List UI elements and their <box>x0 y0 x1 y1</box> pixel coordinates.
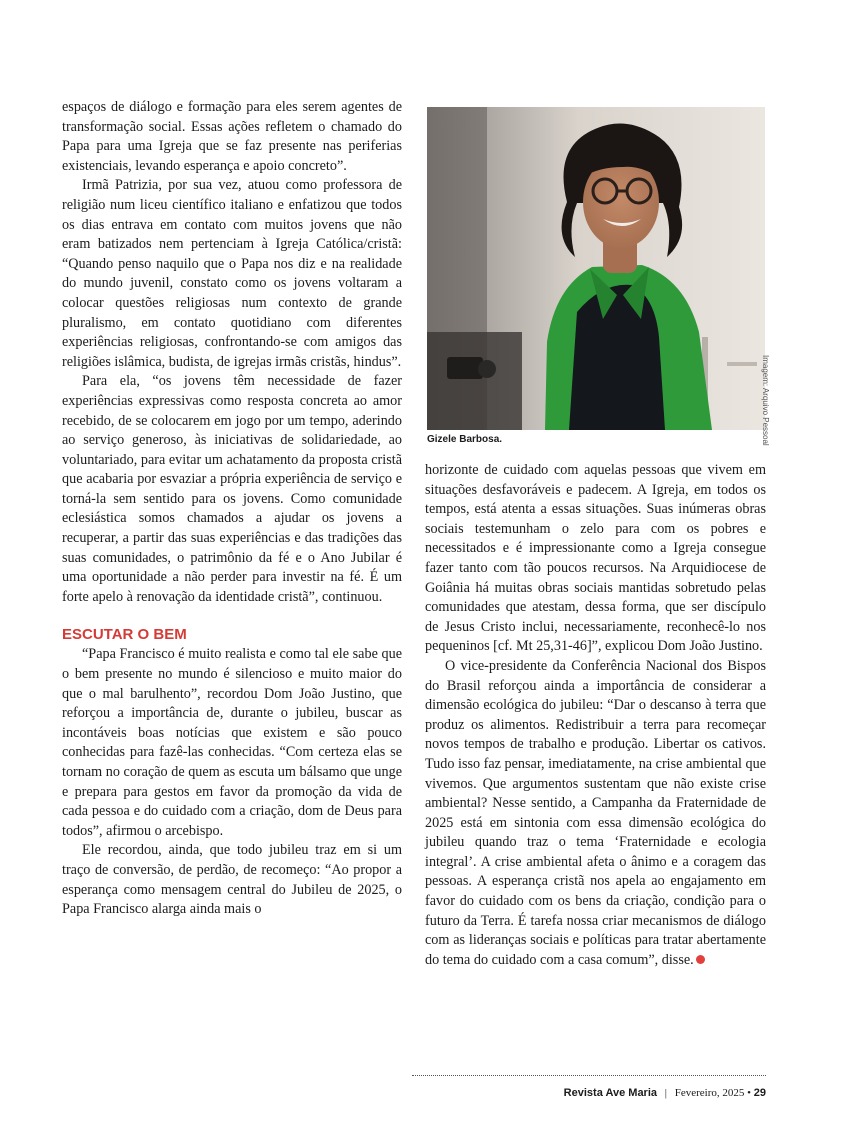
article-paragraph: horizonte de cuidado com aquelas pessoas que vivem em situações desfavoráveis e padecem. A Igreja, em todos os tempos, está atenta a essas situações. Suas inúmeras obras sociais testemunham o zelo para com os pobres e necessitados e é impressionante como a Igreja consegue fazer tanto com tão poucos recursos. Na Arquidiocese de Goiânia há muitas obras sociais mantidas sobretudo pelas comunidades que atestam, dessa forma, que ser discípulo de Jesus Cristo inclui, necessariamente, reconhecê-lo nos pequeninos [cf. Mt 25,31-46]”, explicou Dom João Justino. <box>425 462 766 655</box>
footer-bullet: • <box>747 1087 751 1099</box>
page-footer <box>564 1086 766 1100</box>
photo-caption: Gizele Barbosa. <box>427 434 503 445</box>
article-column-right <box>425 461 766 970</box>
end-mark-icon <box>696 955 705 964</box>
footer-separator: | <box>664 1087 667 1099</box>
article-paragraph-last <box>425 657 766 971</box>
article-paragraph: espaços de diálogo e formação para eles serem agentes de transformação social. Essas ações refletem o chamado do Papa para uma Igreja que se faz presente nas periferias existenciais, levando esperança e apoio concreto”. <box>62 99 402 174</box>
article-paragraph: O vice-presidente da Conferência Nacional dos Bispos do Brasil reforçou ainda a importância de considerar a dimensão ecológica do jubileu: “Dar o descanso à terra que produz os alimentos. Redistribuir a terra para recomeçar novos tempos de trabalho e produção. Libertar os cativos. Tudo isso faz pensar, imediatamente, na crise ambiental que vivemos. Que argumentos sustentam que não existe crise ambiental? Nesse sentido, a Campanha da Fraternidade de 2025 está em sintonia com essa dimensão ecológica do jubileu quando traz o tema ‘Fraternidade e ecologia integral’. A crise ambiental afeta o ânimo e a coragem das pessoas. A esperança cristã nos apela ao engajamento em favor do cuidado com os bens da criação, condição para o futuro da Terra. É tarefa nossa criar mecanismos de diálogo com as lideranças sociais e políticas para tratar abertamente do tema do cuidado com a casa comum”, disse. <box>425 657 766 968</box>
issue-date: Fevereiro, 2025 <box>674 1087 745 1099</box>
portrait-illustration <box>427 107 765 430</box>
footer-divider <box>412 1075 766 1076</box>
photo-credit: Imagem: Arquivo Pessoal <box>761 355 770 446</box>
article-paragraph: Irmã Patrizia, por sua vez, atuou como professora de religião num liceu científico italiano e enfatizou que todos os dias entrava em contato com muitos jovens que não eram batizados nem pertenciam à Igreja Católica/cristã: “Quando penso naquilo que o Papa nos diz e na realidade do mundo juvenil, constato como os jovens voltaram a colocar questões religiosas num contexto de grande pluralismo, em contato quotidiano com diferentes experiências religiosas, confrontando-se com amigos das religiões islâmica, budista, de igrejas irmãs cristãs, hindus”. <box>62 177 402 370</box>
article-column-left <box>62 98 402 920</box>
section-heading: ESCUTAR O BEM <box>62 626 187 644</box>
article-paragraph: “Papa Francisco é muito realista e como tal ele sabe que o bem presente no mundo é silencioso e muito maior do que o mal barulhento”, recordou Dom João Justino, que reforçou a importância de, durante o jubileu, buscar as incontáveis boas notícias que existem e são pouco conhecidas para fazê-las conhecidas. “Com certeza elas se tornam no coração de quem as escuta um bálsamo que unge e prepara para gestos em favor da promoção da vida de cada pessoa e do cuidado com a criação, dom de Deus para todos”, afirmou o arcebispo. <box>62 646 402 839</box>
magazine-name: Revista Ave Maria <box>563 1087 658 1099</box>
article-paragraph: Para ela, “os jovens têm necessidade de fazer experiências expressivas como resposta concreta ao amor recebido, de se colocarem em jogo por um tempo, aderindo ao serviço generoso, às iniciativas de solidariedade, ao voluntariado, para evitar um achatamento da proposta cristã que acabaria por esvaziar a própria experiência de serviço e torná-la sem sentido para os jovens. Como comunidade eclesiástica somos chamados a ajudar os jovens a recuperar, a partir das suas experiências e das tradições das suas comunidades, o patrimônio da fé e o Ano Jubilar é uma oportunidade a não perder para investir na fé. É um forte apelo à renovação da identidade cristã”, continuou. <box>62 373 402 605</box>
page-number: 29 <box>753 1087 766 1099</box>
article-paragraph: Ele recordou, ainda, que todo jubileu traz em si um traço de conversão, de perdão, de recomeço: “Ao propor a esperança como mensagem central do Jubileu de 2025, o Papa Francisco alarga ainda mais o <box>62 842 402 918</box>
portrait-photo <box>427 107 765 430</box>
